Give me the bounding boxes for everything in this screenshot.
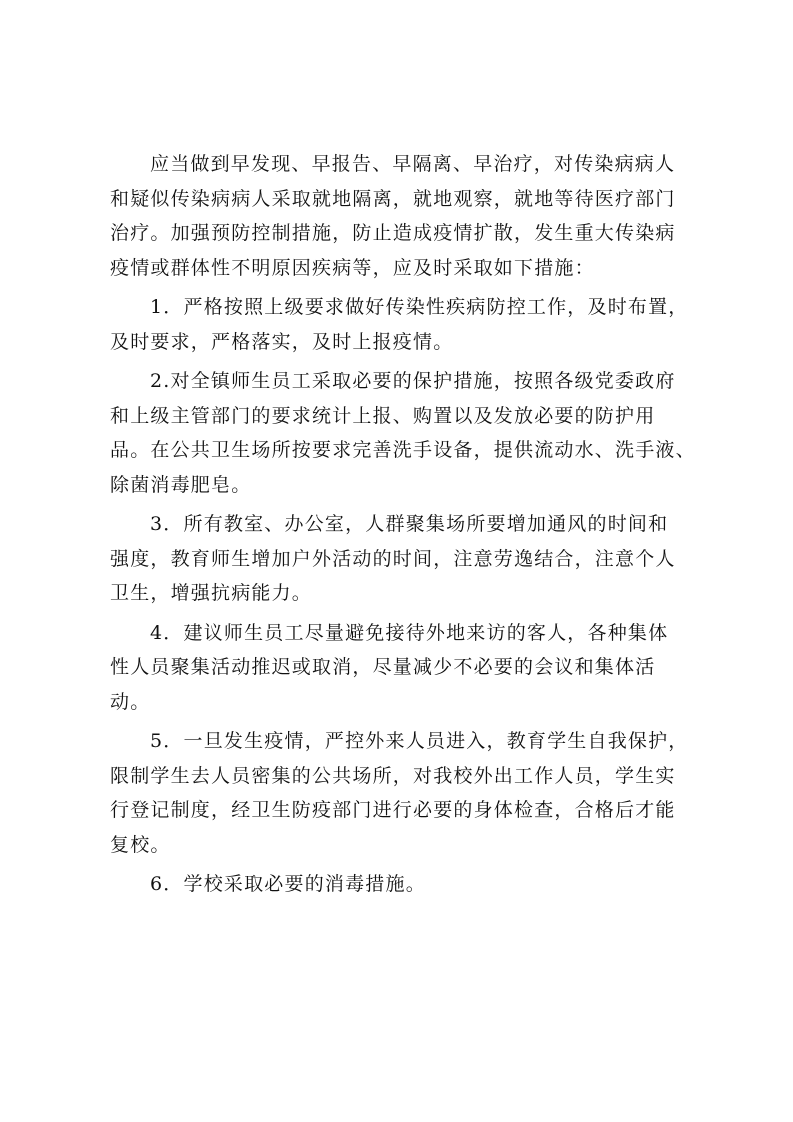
text-line: 强度，教育师生增加户外活动的时间，注意劳逸结合，注意个人 xyxy=(110,547,676,570)
text-line: 复校。 xyxy=(110,833,171,856)
paragraph-item-1 xyxy=(110,290,695,359)
paragraph-item-2 xyxy=(110,364,695,502)
paragraph-item-4 xyxy=(110,616,695,720)
text-line: 5．一旦发生疫情，严控外来人员进入，教育学生自我保护， xyxy=(150,730,689,752)
paragraph-item-5 xyxy=(110,724,695,862)
paragraph-intro xyxy=(110,147,695,285)
document-body xyxy=(110,147,695,902)
text-line: 限制学生去人员密集的公共场所，对我校外出工作人员，学生实 xyxy=(110,764,676,787)
text-line: 疫情或群体性不明原因疾病等，应及时采取如下措施： xyxy=(110,256,595,279)
text-line: 1．严格按照上级要求做好传染性疾病防控工作，及时布置， xyxy=(150,296,689,318)
text-line: 2.对全镇师生员工采取必要的保护措施，按照各级党委政府 xyxy=(150,370,676,392)
text-line: 性人员聚集活动推迟或取消，尽量减少不必要的会议和集体活 xyxy=(110,656,656,678)
text-line: 治疗。加强预防控制措施，防止造成疫情扩散，发生重大传染病 xyxy=(110,222,676,244)
text-line: 及时要求，严格落实，及时上报疫情。 xyxy=(110,330,454,353)
text-line: 和上级主管部门的要求统计上报、购置以及发放必要的防护用 xyxy=(110,404,656,427)
text-line: 动。 xyxy=(110,690,151,713)
text-line: 品。在公共卫生场所按要求完善洗手设备，提供流动水、洗手液、 xyxy=(110,439,696,461)
text-line: 除菌消毒肥皂。 xyxy=(110,473,252,496)
text-line: 卫生，增强抗病能力。 xyxy=(110,582,313,604)
paragraph-item-6 xyxy=(110,867,695,902)
text-line: 4．建议师生员工尽量避免接待外地来访的客人，各种集体 xyxy=(150,621,669,644)
text-line: 应当做到早发现、早报告、早隔离、早治疗，对传染病病人 xyxy=(150,153,676,175)
text-line: 和疑似传染病病人采取就地隔离，就地观察，就地等待医疗部门 xyxy=(110,187,676,210)
text-line: 3．所有教室、办公室，人群聚集场所要增加通风的时间和 xyxy=(150,513,669,535)
text-line: 行登记制度，经卫生防疫部门进行必要的身体检查，合格后才能 xyxy=(110,799,676,821)
text-line: 6．学校采取必要的消毒措施。 xyxy=(150,873,426,895)
paragraph-item-3 xyxy=(110,507,695,611)
